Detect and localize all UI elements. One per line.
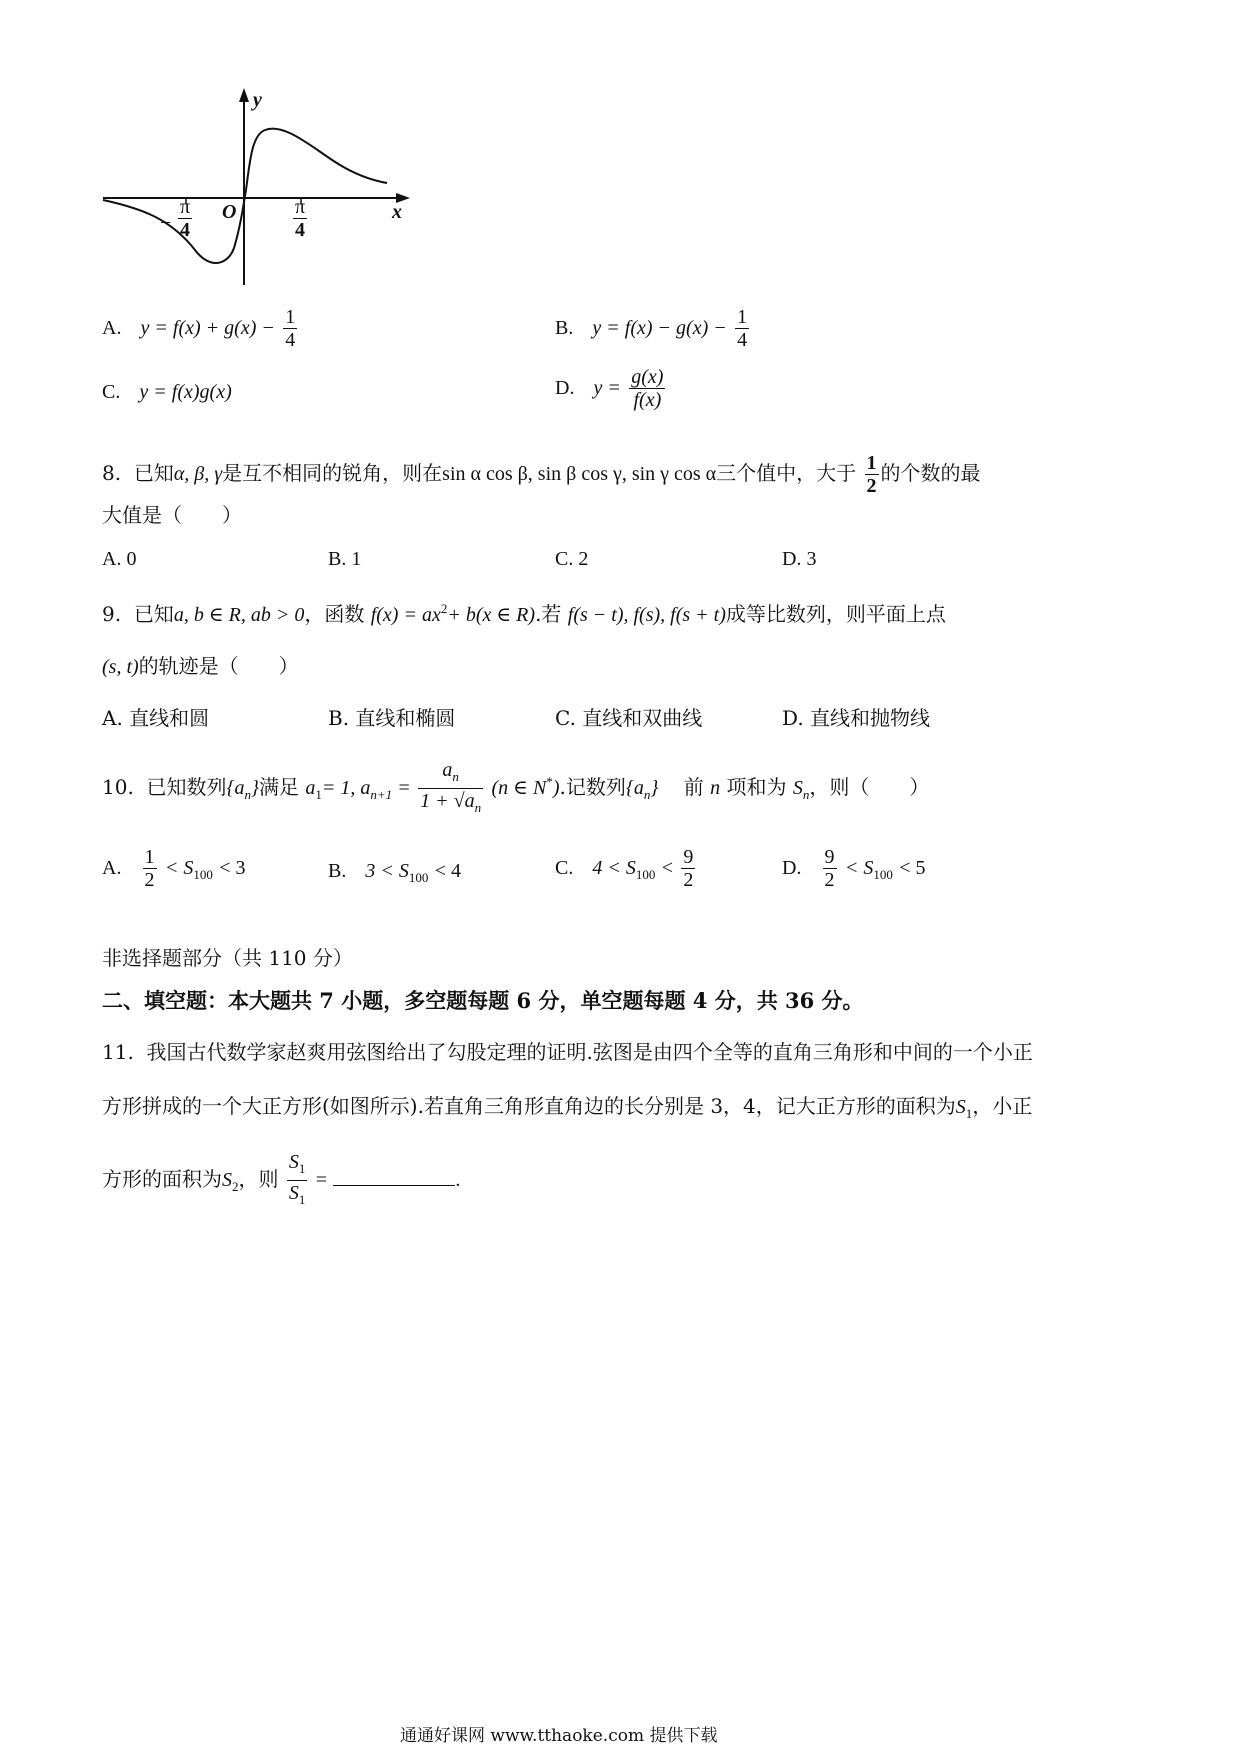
nonchoice-heading: 非选择题部分（共 110 分）: [102, 946, 353, 970]
q10-option-c[interactable]: C. $4 < S_{100}$ < $\frac{9}{2}$: [555, 846, 694, 891]
q11-line3: 方形的面积为$S_2$，则 $\frac{S_1}{S_1}$ = .: [102, 1151, 461, 1207]
answer-blank[interactable]: [333, 1165, 455, 1186]
q8-option-a[interactable]: A. 0: [102, 548, 137, 570]
footer-watermark: 通通好课网 www.tthaoke.com 提供下载: [400, 1726, 718, 1746]
neg-sign: −: [160, 212, 172, 234]
origin-label: O: [222, 201, 237, 223]
q8-stem-line1: 8. 已知α, β, γ是互不相同的锐角，则在sin α cos β, sin β cos γ, sin γ cos α三个值中，大于 $\frac{1}{2}$ 的个数的最: [102, 452, 981, 497]
q10-option-b[interactable]: B. $3 < S_{100} < 4$: [328, 860, 462, 885]
q8-stem-line2: 大值是（ ）: [102, 503, 242, 527]
y-axis-label: y: [253, 89, 262, 111]
x-axis-label: x: [392, 201, 402, 223]
q8-option-b[interactable]: B. 1: [328, 548, 362, 570]
q8-option-c[interactable]: C. 2: [555, 548, 589, 570]
q10-stem: 10. 已知数列$\{a_n\}$满足 $a_1= 1$, $a_{n+1}$ = $\frac{a_n}{1 + √a_n}$ (n ∈ N*).记数列$\{a_n\}$ 前 n 项和为 $S_n$，则（ ）: [102, 759, 930, 815]
q9-option-b[interactable]: B. 直线和椭圆: [328, 706, 456, 730]
q7-option-b[interactable]: B. y = f(x) − g(x) − $\frac{1}{4}$: [555, 306, 748, 351]
q9-stem-line2: (s, t)的轨迹是（ ）: [102, 654, 299, 678]
function-graph: [100, 80, 430, 300]
q7-option-c[interactable]: C. y = f(x)g(x): [102, 381, 232, 403]
tick-label-neg: $\frac{\pi}{4}$: [180, 196, 191, 241]
q7-option-d[interactable]: D. y = $\frac{g(x)}{f(x)}$: [555, 366, 664, 411]
tick-label-pos: $\frac{\pi}{4}$: [295, 196, 306, 241]
q8-option-d[interactable]: D. 3: [782, 548, 817, 570]
q7-option-a[interactable]: A. y = f(x) + g(x) − $\frac{1}{4}$: [102, 306, 296, 351]
q11-line1: 11. 我国古代数学家赵爽用弦图给出了勾股定理的证明.弦图是由四个全等的直角三角形和中间的一个小正: [102, 1040, 1033, 1064]
q9-option-d[interactable]: D. 直线和抛物线: [782, 706, 931, 730]
q9-stem-line1: 9. 已知a, b ∈ R, ab > 0，函数 $f(x) = ax^2+ b(x$ ∈ R).若 f(s − t), f(s), f(s + t)成等比数列，则平面上点: [102, 601, 946, 626]
q11-line2: 方形拼成的一个大正方形(如图所示).若直角三角形直角边的长分别是 3，4，记大正方形的面积为$S_1$，小正: [102, 1094, 1033, 1121]
q9-option-a[interactable]: A. 直线和圆: [102, 706, 210, 730]
y-axis-arrow: [239, 88, 249, 102]
q9-option-c[interactable]: C. 直线和双曲线: [555, 706, 703, 730]
q10-option-d[interactable]: D. $\frac{9}{2}$ < $S_{100} < 5$: [782, 846, 926, 891]
fill-blank-section-heading: 二、填空题：本大题共 7 小题，多空题每题 6 分，单空题每题 4 分，共 36 分。: [102, 988, 864, 1013]
q10-option-a[interactable]: A. $\frac{1}{2}$ < $S_{100} < 3$: [102, 846, 246, 891]
